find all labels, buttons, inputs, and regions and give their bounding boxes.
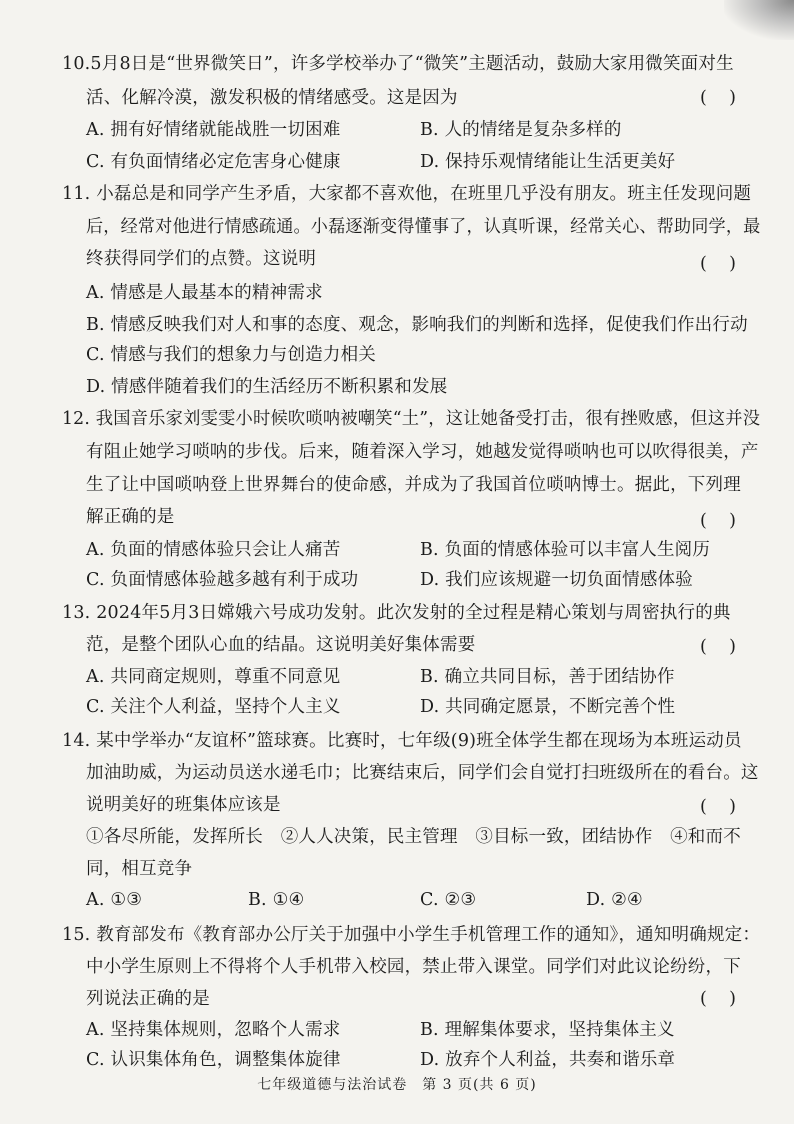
q15-stem-line-3: 列说法正确的是 (86, 989, 210, 1009)
q10-option-b: B. 人的情绪是复杂多样的 (420, 120, 622, 140)
q11-stem-line-3: 终获得同学们的点赞。这说明 (86, 249, 317, 269)
q11-option-b: B. 情感反映我们对人和事的态度、观念，影响我们的判断和选择，促使我们作出行动 (86, 315, 748, 335)
q10-answer-blank[interactable]: ( ) (700, 88, 736, 108)
q11-stem-line-2: 后，经常对他进行情感疏通。小磊逐渐变得懂事了，认真听课，经常关心、帮助同学，最 (86, 217, 761, 237)
q15-option-d: D. 放弃个人利益，共奏和谐乐章 (420, 1050, 676, 1070)
q13-option-a: A. 共同商定规则，尊重不同意见 (86, 667, 341, 687)
q14-stem-line-1: 14. 某中学举办“友谊杯”篮球赛。比赛时，七年级(9)班全体学生都在现场为本班运动员 (62, 731, 742, 751)
q11-stem-line-1: 11. 小磊总是和同学产生矛盾，大家都不喜欢他，在班里几乎没有朋友。班主任发现问题 (62, 184, 752, 204)
q11-answer-blank[interactable]: ( ) (700, 254, 736, 274)
q12-stem-line-4: 解正确的是 (86, 507, 175, 527)
q12-option-a: A. 负面的情感体验只会让人痛苦 (86, 540, 341, 560)
q15-answer-blank[interactable]: ( ) (700, 989, 736, 1009)
q12-stem-line-1: 12. 我国音乐家刘雯雯小时候吹唢呐被嘲笑“土”，这让她备受打击，很有挫败感，但这并没 (62, 409, 761, 429)
q10-stem-line-1: 10.5月8日是“世界微笑日”，许多学校举办了“微笑”主题活动，鼓励大家用微笑面对生 (62, 54, 734, 74)
q10-stem-line-2: 活、化解冷漠，激发积极的情绪感受。这是因为 (86, 88, 458, 108)
q13-stem-line-1: 13. 2024年5月3日嫦娥六号成功发射。此次发射的全过程是精心策划与周密执行的典 (62, 603, 731, 623)
q14-option-b: B. ①④ (248, 890, 305, 910)
q14-option-c: C. ②③ (420, 890, 477, 910)
q14-stem-line-3: 说明美好的班集体应该是 (86, 795, 281, 815)
q15-option-b: B. 理解集体要求，坚持集体主义 (420, 1020, 675, 1040)
q14-statements-line-2: 同，相互竞争 (86, 859, 193, 879)
q13-option-c: C. 关注个人利益，坚持个人主义 (86, 697, 341, 717)
q12-stem-line-2: 有阻止她学习唢呐的步伐。后来，随着深入学习，她越发觉得唢呐也可以吹得很美，产 (86, 442, 759, 462)
q12-stem-line-3: 生了让中国唢呐登上世界舞台的使命感，并成为了我国首位唢呐博士。据此，下列理 (86, 475, 741, 495)
q15-option-c: C. 认识集体角色，调整集体旋律 (86, 1050, 341, 1070)
q10-option-d: D. 保持乐观情绪能让生活更美好 (420, 152, 676, 172)
q11-option-d: D. 情感伴随着我们的生活经历不断积累和发展 (86, 377, 448, 397)
q15-option-a: A. 坚持集体规则，忽略个人需求 (86, 1020, 341, 1040)
q13-answer-blank[interactable]: ( ) (700, 637, 736, 657)
q10-option-a: A. 拥有好情绪就能战胜一切困难 (86, 120, 341, 140)
q14-option-a: A. ①③ (86, 890, 143, 910)
q14-option-d: D. ②④ (586, 890, 643, 910)
q12-option-d: D. 我们应该规避一切负面情感体验 (420, 570, 693, 590)
q12-option-b: B. 负面的情感体验可以丰富人生阅历 (420, 540, 711, 560)
q10-option-c: C. 有负面情绪必定危害身心健康 (86, 152, 341, 172)
q13-option-b: B. 确立共同目标，善于团结协作 (420, 667, 675, 687)
q11-option-c: C. 情感与我们的想象力与创造力相关 (86, 345, 376, 365)
page-footer: 七年级道德与法治试卷 第 3 页(共 6 页) (257, 1077, 537, 1093)
q14-stem-line-2: 加油助威，为运动员送水递毛巾；比赛结束后，同学们会自觉打扫班级所在的看台。这 (86, 763, 759, 783)
q15-stem-line-2: 中小学生原则上不得将个人手机带入校园，禁止带入课堂。同学们对此议论纷纷，下 (86, 957, 741, 977)
q14-answer-blank[interactable]: ( ) (700, 797, 736, 817)
q14-statements-line-1: ①各尽所能，发挥所长 ②人人决策，民主管理 ③目标一致，团结协作 ④和而不 (86, 827, 741, 847)
q13-option-d: D. 共同确定愿景，不断完善个性 (420, 697, 676, 717)
q13-stem-line-2: 范，是整个团队心血的结晶。这说明美好集体需要 (86, 635, 476, 655)
q12-answer-blank[interactable]: ( ) (700, 511, 736, 531)
q12-option-c: C. 负面情感体验越多越有利于成功 (86, 570, 359, 590)
q11-option-a: A. 情感是人最基本的精神需求 (86, 283, 323, 303)
q15-stem-line-1: 15. 教育部发布《教育部办公厅关于加强中小学生手机管理工作的通知》，通知明确规定： (62, 925, 761, 945)
